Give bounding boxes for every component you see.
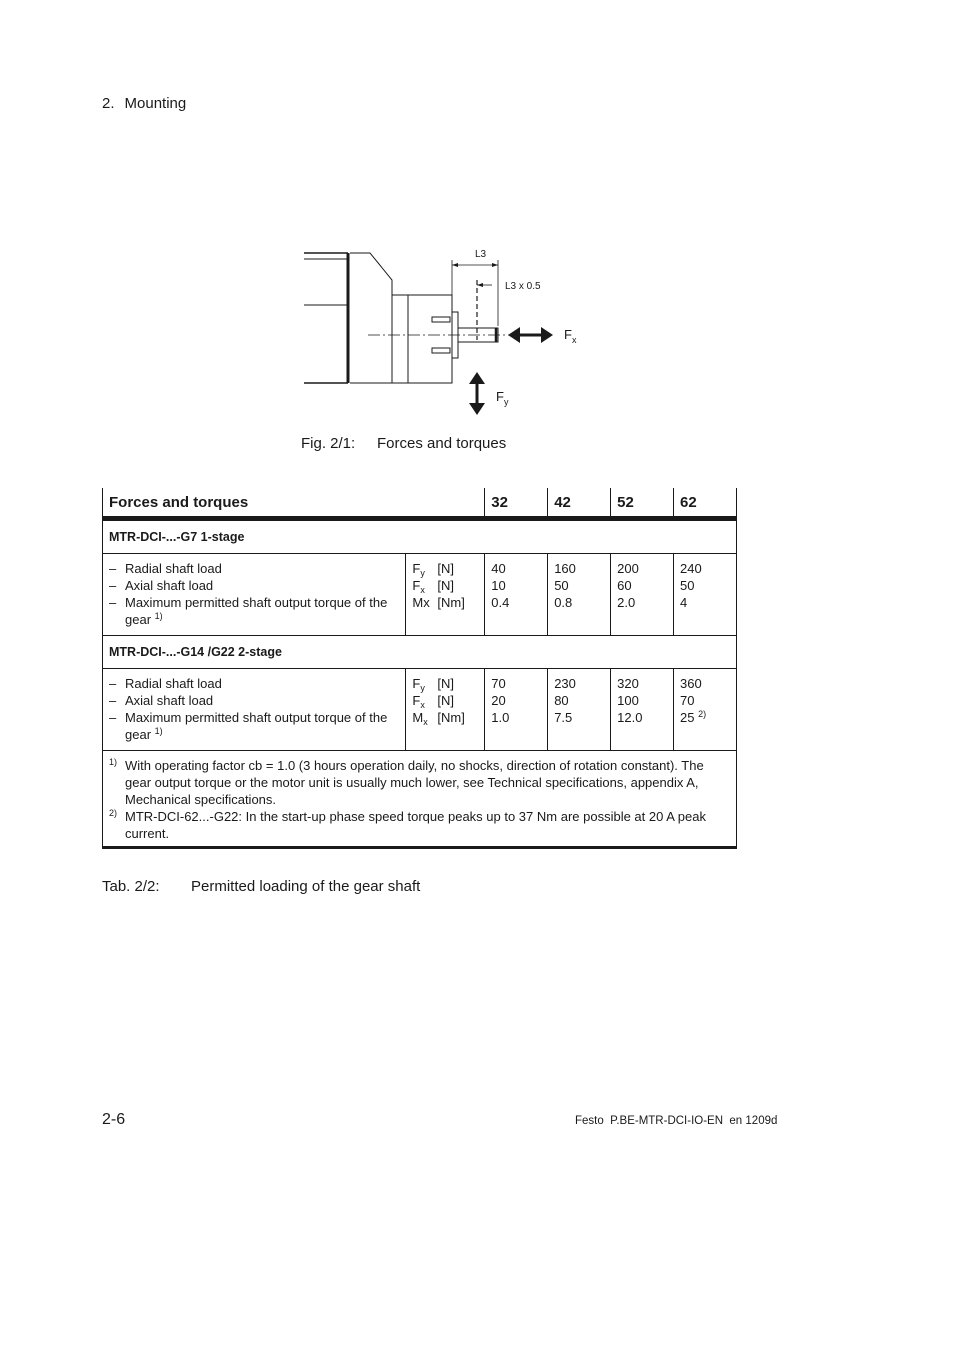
gear-flange xyxy=(392,295,452,383)
table-header-row xyxy=(103,488,737,519)
group-title-row xyxy=(103,519,737,554)
value-cell: 240 50 4 xyxy=(674,554,737,636)
permitted-loading-table xyxy=(102,488,737,849)
list-item: – Maximum permitted shaft output torque of the gear $^{1)}$ xyxy=(109,709,399,743)
size-header: 42 xyxy=(548,488,611,519)
list-item: – Axial shaft load xyxy=(109,577,399,594)
figure-caption-text: Forces and torques xyxy=(377,435,507,452)
value-cell: 230 80 7.5 xyxy=(548,669,611,751)
footnotes-cell xyxy=(103,751,737,848)
list-item: – Radial shaft load xyxy=(109,560,399,577)
fy-label: $F_y$ xyxy=(496,389,509,407)
l3-label: L3 xyxy=(475,249,487,260)
table-caption-text: Permitted loading of the gear shaft xyxy=(191,878,421,895)
footnote-ref: 1) xyxy=(154,726,163,736)
load-description xyxy=(103,554,406,636)
value-cell: 200 60 2.0 xyxy=(611,554,674,636)
bolt-bottom xyxy=(432,348,450,353)
symbol-unit-cell: $F_y$ [N] $F_x$ [N] $M_x$ [Nm] xyxy=(406,669,485,751)
footnotes-row xyxy=(103,751,737,848)
list-item: – Maximum permitted shaft output torque of the gear $^{1)}$ xyxy=(109,594,399,628)
forces-diagram xyxy=(300,240,590,420)
footnote: 2) MTR-DCI-62...-G22: In the start-up phase speed torque peaks up to 37 Nm are possible at 20 A peak current. xyxy=(109,808,706,841)
fy-arrow-icon xyxy=(469,372,485,415)
document-id: Festo P.BE-MTR-DCI-IO-EN en 1209d xyxy=(575,1115,778,1127)
bolt-top xyxy=(432,317,450,322)
value-cell: 70 20 1.0 xyxy=(485,669,548,751)
footnote-ref: 2) xyxy=(698,709,707,719)
group-title: MTR-DCI-...-G7 1-stage xyxy=(103,519,737,554)
list-item: – Radial shaft load xyxy=(109,675,399,692)
gear-housing xyxy=(350,253,392,383)
figure-caption xyxy=(301,435,506,452)
table-caption-label: Tab. 2/2: xyxy=(102,878,160,895)
value-cell: 40 10 0.4 xyxy=(485,554,548,636)
fx-arrow-icon xyxy=(508,327,553,343)
group-title: MTR-DCI-...-G14 /G22 2-stage xyxy=(103,636,737,669)
chapter-heading xyxy=(102,95,186,112)
size-header: 62 xyxy=(674,488,737,519)
value-cell: 320 100 12.0 xyxy=(611,669,674,751)
chapter-title: Mounting xyxy=(124,95,187,112)
symbol-unit-cell: $F_y$ [N] $F_x$ [N] Mx [Nm] xyxy=(406,554,485,636)
table-row xyxy=(103,669,737,751)
list-item: – Axial shaft load xyxy=(109,692,399,709)
table-row xyxy=(103,554,737,636)
value-cell: 160 50 0.8 xyxy=(548,554,611,636)
size-header: 32 xyxy=(485,488,548,519)
fx-label: $F_x$ xyxy=(564,327,577,345)
l3-half-label: L3 x 0.5 xyxy=(505,281,541,292)
chapter-number: 2. xyxy=(102,95,115,112)
table-title: Forces and torques xyxy=(103,488,485,519)
page-number: 2-6 xyxy=(102,1111,126,1128)
size-header: 52 xyxy=(611,488,674,519)
load-description xyxy=(103,669,406,751)
figure-caption-label: Fig. 2/1: xyxy=(301,435,356,452)
footnote: 1) With operating factor cb = 1.0 (3 hours operation daily, no shocks, direction of rotation constant). The gear output torque or the motor unit is usually much lower, see Technical specifications, appendix A, Mechanical specifications. xyxy=(109,757,704,807)
value-cell: 360 70 25 $^{2)}$ xyxy=(674,669,737,751)
group-title-row xyxy=(103,636,737,669)
footnote-ref: 1) xyxy=(154,611,163,621)
table-caption xyxy=(102,878,420,895)
